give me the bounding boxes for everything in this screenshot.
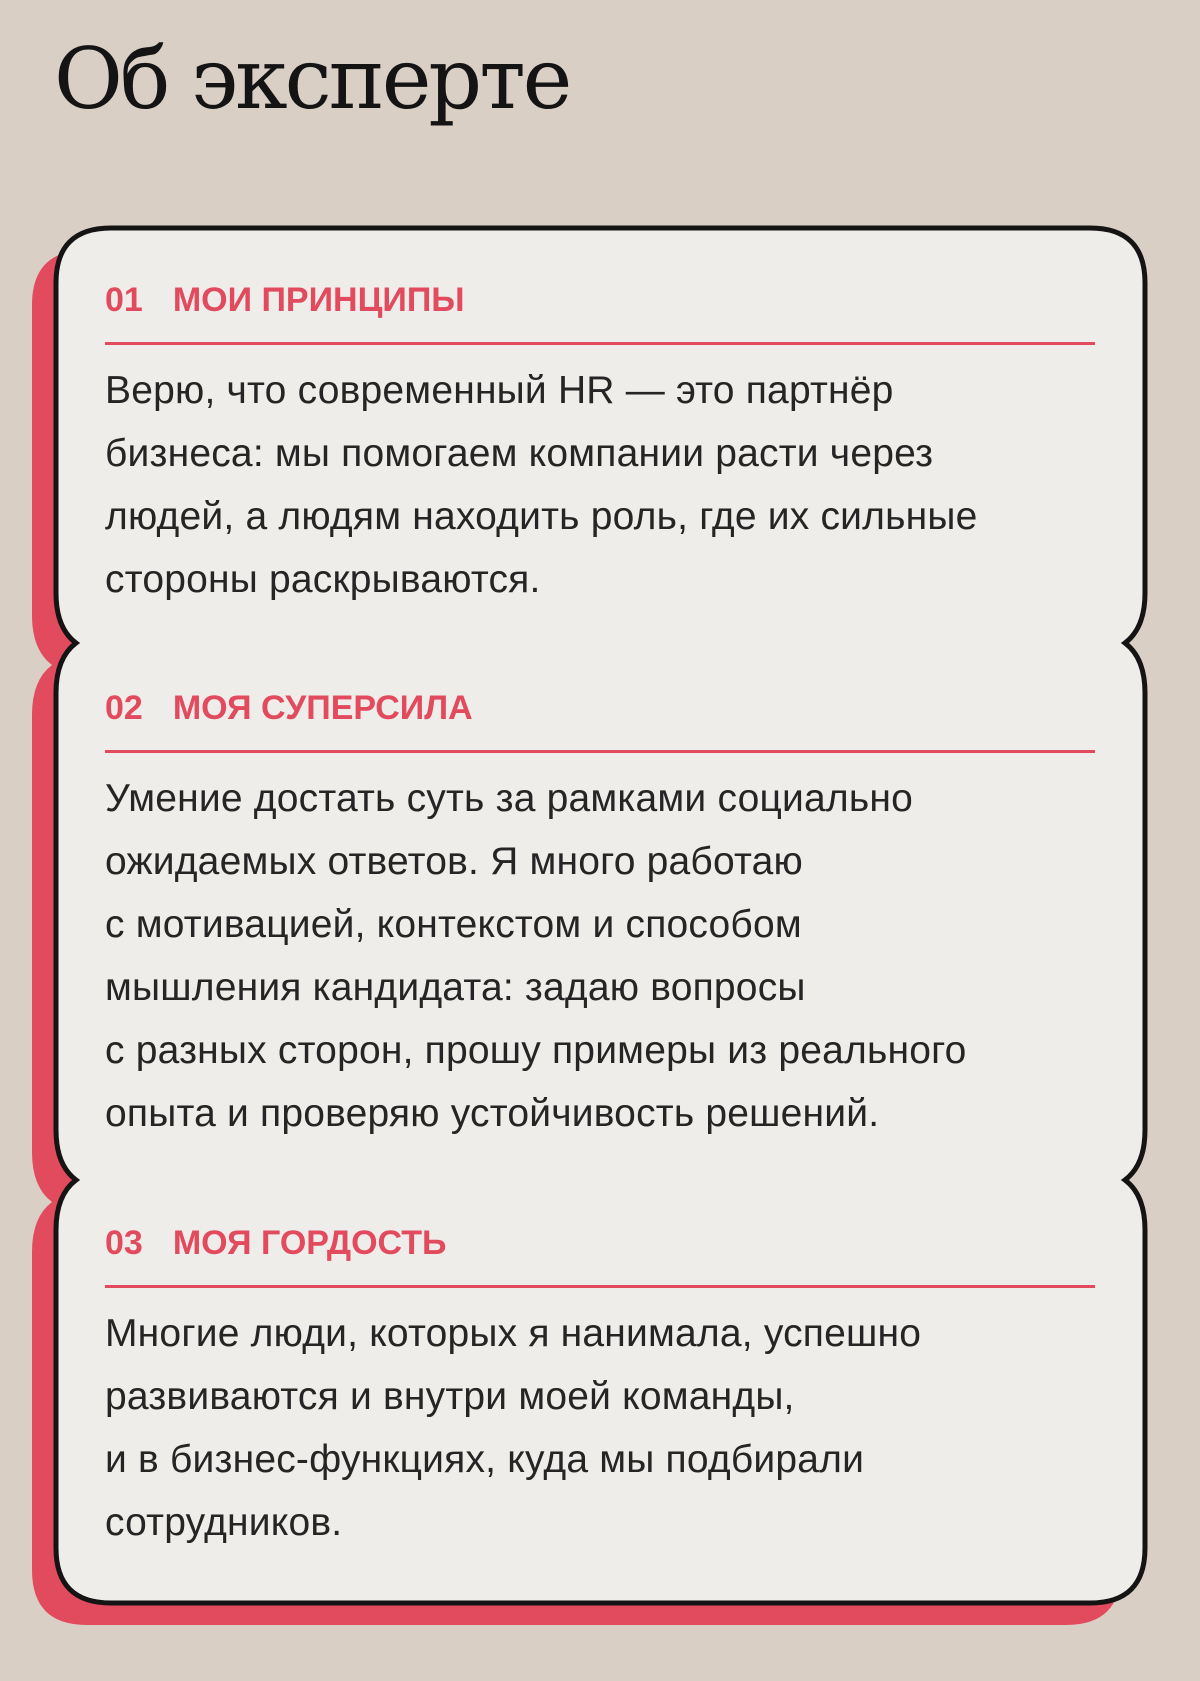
text-line: с разных сторон, прошу примеры из реального [105,1029,967,1072]
text-line: сотрудников. [105,1501,343,1544]
page-title: Об эксперте [54,30,570,128]
divider [105,1285,1095,1288]
divider [105,750,1095,753]
section-number: 03 [105,1223,143,1262]
text-line: ожидаемых ответов. Я много работаю [105,840,803,883]
text-line: развиваются и внутри моей команды, [105,1375,795,1418]
text-line: и в бизнес-функциях, куда мы подбирали [105,1438,865,1481]
section-pride [105,1221,1095,1554]
section-heading [105,1221,1095,1265]
section-heading [105,686,1095,730]
section-title: МОИ ПРИНЦИПЫ [172,280,465,319]
text-line: Верю, что современный HR — это партнёр [105,369,894,412]
section-text [105,767,1095,1145]
section-number: 02 [105,688,143,727]
section-title: МОЯ ГОРДОСТЬ [172,1223,447,1262]
text-line: Умение достать суть за рамками социально [105,777,913,820]
section-title: МОЯ СУПЕРСИЛА [172,688,473,727]
text-line: Многие люди, которых я нанимала, успешно [105,1312,922,1355]
text-line: людей, а людям находить роль, где их сильные [105,495,978,538]
section-superpower [105,686,1095,1145]
section-number: 01 [105,280,143,319]
divider [105,342,1095,345]
text-line: стороны раскрываются. [105,558,541,601]
section-text [105,359,1095,611]
section-principles [105,278,1095,611]
text-line: мышления кандидата: задаю вопросы [105,966,806,1009]
section-text [105,1302,1095,1554]
section-heading [105,278,1095,322]
text-line: опыта и проверяю устойчивость решений. [105,1092,880,1135]
text-line: бизнеса: мы помогаем компании расти через [105,432,934,475]
text-line: с мотивацией, контекстом и способом [105,903,802,946]
